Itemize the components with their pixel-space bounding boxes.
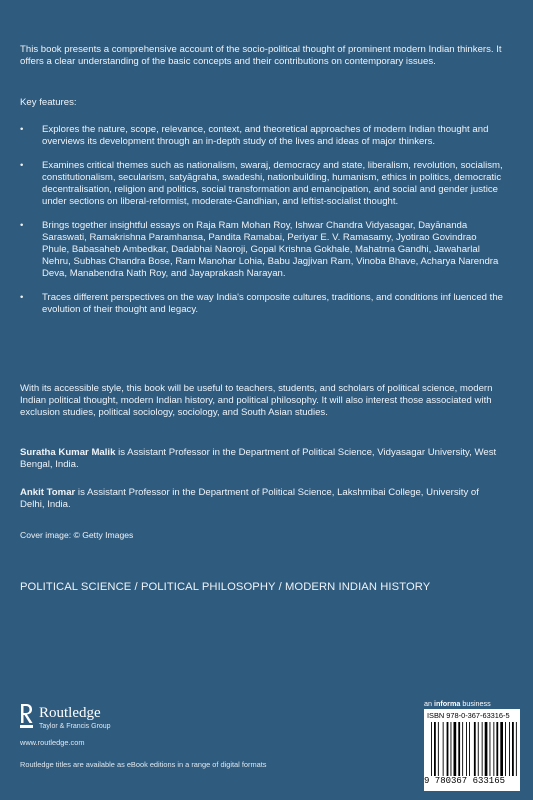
feature-item	[20, 220, 505, 280]
intro-paragraph: This book presents a comprehensive account of the socio-political thought of prominent modern Indian thinkers. It offers a clear understanding of the basic concepts and their contributions on contemporary issues.	[20, 44, 502, 67]
publisher-website: www.routledge.com	[20, 738, 85, 747]
feature-text: Explores the nature, scope, relevance, context, and theoretical approaches of modern Indian thought and overviews its development through an in-depth study of the lives and ideas of major thinkers.	[42, 124, 489, 147]
informa-brand: informa	[434, 699, 461, 708]
barcode-panel	[424, 709, 520, 791]
cover-credit: Cover image: © Getty Images	[20, 530, 134, 540]
author-bio-tomar	[20, 487, 505, 511]
bullet-icon: •	[20, 292, 24, 303]
publisher-name: Routledge	[39, 705, 101, 721]
routledge-logo	[20, 703, 160, 733]
feature-item	[20, 124, 505, 148]
informa-business-tag: an informa business	[424, 699, 491, 708]
author-name: Ankit Tomar	[20, 487, 76, 498]
feature-item	[20, 292, 505, 316]
subject-categories: POLITICAL SCIENCE / POLITICAL PHILOSOPHY / MODERN INDIAN HISTORY	[20, 581, 431, 593]
author-bio-malik	[20, 447, 505, 471]
isbn-label: ISBN 978-0-367-63316-5	[427, 711, 510, 720]
bullet-icon: •	[20, 220, 24, 231]
closing-paragraph: With its accessible style, this book will be useful to teachers, students, and scholars of political science, modern Indian political thought, modern Indian history, and political philosophy. It will also interest those associated with exclusion studies, political sociology, sociology, and South Asian studies.	[20, 383, 493, 418]
routledge-r-icon	[20, 703, 34, 729]
features-list	[20, 124, 505, 328]
feature-item	[20, 160, 505, 208]
key-features-heading: Key features:	[20, 97, 77, 108]
author-bio-text: is Assistant Professor in the Department of Political Science, Vidyasagar University, West Bengal, India.	[20, 447, 497, 470]
author-bio-text: is Assistant Professor in the Department of Political Science, Lakshmibai College, University of Delhi, India.	[20, 487, 479, 510]
feature-text: Examines critical themes such as nationalism, swaraj, democracy and state, liberalism, revolution, socialism, constitutionalism, secularism, satyāgraha, swadeshi, nationbuilding, humanism, ethics in politics, democratic decentralisation, religion and politics, social transformation and emancipation, and social and gender justice under sections on liberal-reformist, moderate-Gandhian, and leftist-socialist thought.	[42, 160, 503, 207]
author-name: Suratha Kumar Malik	[20, 447, 116, 458]
publisher-tagline: Taylor & Francis Group	[39, 723, 111, 730]
barcode-digits: 9 780367 633165	[424, 776, 506, 786]
feature-text: Brings together insightful essays on Raja Ram Mohan Roy, Ishwar Chandra Vidyasagar, Dayānanda Saraswati, Ramakrishna Paramhansa, Pandita Ramabai, Periyar E. V. Ramasamy, Jyotirao Govindrao Phule, Babasaheb Ambedkar, Dadabhai Naoroji, Gopal Krishna Gokhale, Mahatma Gandhi, Jawaharlal Nehru, Subhas Chandra Bose, Ram Manohar Lohia, Babu Jagjivan Ram, Vinoba Bhave, Acharya Narendra Deva, Manabendra Nath Roy, and Jayaprakash Narayan.	[42, 220, 499, 279]
bullet-icon: •	[20, 124, 24, 135]
feature-text: Traces different perspectives on the way India's composite cultures, traditions, and conditions inf luenced the evolution of their thought and legacy.	[42, 292, 503, 315]
barcode-icon	[431, 722, 517, 776]
ebook-note: Routledge titles are available as eBook editions in a range of digital formats	[20, 760, 267, 769]
bullet-icon: •	[20, 160, 24, 171]
